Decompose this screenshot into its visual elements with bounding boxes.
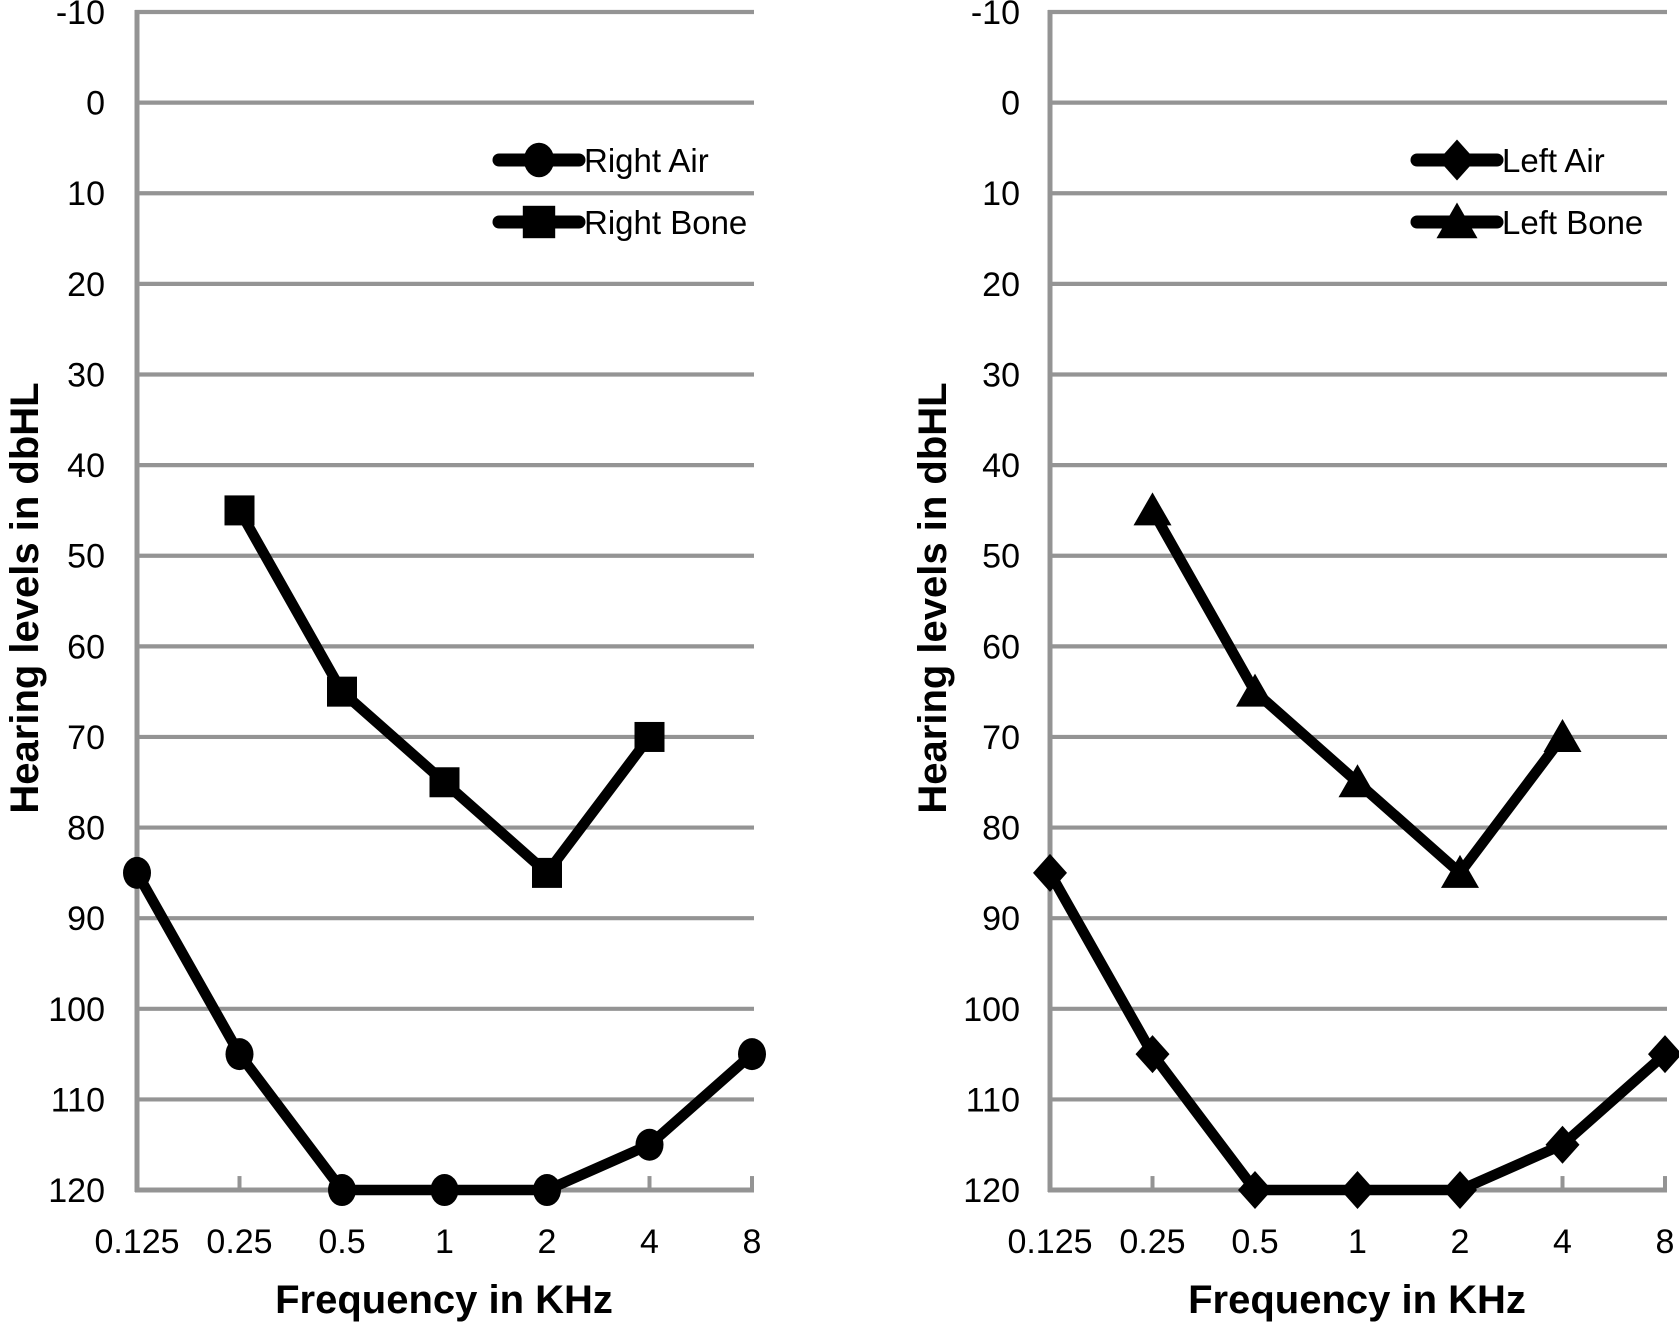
y-tick-label-10: 10: [982, 175, 1020, 214]
tick-labels-layer: [48, 0, 1674, 1261]
y-tick-label-120: 120: [48, 1172, 105, 1211]
y-tick-label-80: 80: [982, 809, 1020, 848]
y-tick-label-40: 40: [67, 447, 105, 486]
marker-right-air: [226, 1038, 254, 1070]
y-tick-label-70: 70: [982, 718, 1020, 757]
x-tick-label-0.5: 0.5: [1231, 1223, 1279, 1261]
series-line-right-bone: [240, 510, 650, 872]
marker-left-air: [1443, 1171, 1477, 1209]
y-tick-label-100: 100: [963, 990, 1020, 1029]
marker-right-bone: [635, 722, 665, 752]
marker-left-bone: [1134, 492, 1172, 525]
y-tick-label-60: 60: [982, 628, 1020, 667]
y-tick-label-50: 50: [67, 537, 105, 576]
y-tick-label-110: 110: [965, 1081, 1020, 1120]
x-tick-label-1: 1: [435, 1223, 454, 1261]
legend-marker-right-bone: [523, 206, 555, 238]
x-tick-label-4: 4: [640, 1223, 659, 1261]
series-layer: [123, 492, 1679, 1209]
legend-label-right-bone: Right Bone: [584, 204, 748, 241]
legend-marker-right-air: [524, 143, 554, 178]
y-tick-label--10: -10: [970, 0, 1020, 32]
legend-label-left-bone: Left Bone: [1502, 204, 1644, 241]
gridlines-layer: [135, 12, 1667, 1190]
y-tick-label-30: 30: [67, 356, 105, 395]
marker-right-bone: [430, 767, 460, 797]
x-tick-label-8: 8: [742, 1223, 762, 1261]
legend-label-right-air: Right Air: [584, 142, 709, 179]
y-tick-label-110: 110: [50, 1081, 105, 1120]
y-tick-label-60: 60: [67, 628, 105, 667]
y-tick-label-90: 90: [982, 900, 1020, 939]
x-tick-label-8: 8: [1655, 1223, 1675, 1261]
x-tick-label-0.5: 0.5: [318, 1223, 366, 1261]
y-tick-label-80: 80: [67, 809, 105, 848]
y-tick-label-0: 0: [86, 84, 105, 123]
x-axis-title-left-ear: Frequency in KHz: [1188, 1278, 1526, 1322]
x-tick-label-2: 2: [537, 1223, 557, 1261]
y-tick-label-20: 20: [67, 265, 105, 304]
y-tick-label-20: 20: [982, 265, 1020, 304]
x-tick-label-1: 1: [1348, 1223, 1367, 1261]
series-line-left-bone: [1153, 510, 1563, 872]
y-axis-title-right-ear: Hearing levels in dbHL: [3, 382, 47, 814]
marker-right-air: [636, 1129, 664, 1161]
marker-right-air: [123, 857, 151, 889]
x-tick-label-0.125: 0.125: [1007, 1223, 1093, 1261]
marker-left-air: [1341, 1171, 1375, 1209]
marker-right-bone: [532, 858, 562, 888]
x-tick-label-0.125: 0.125: [94, 1223, 180, 1261]
y-tick-label-0: 0: [1001, 84, 1020, 123]
marker-right-air: [738, 1038, 766, 1070]
y-tick-label-40: 40: [982, 447, 1020, 486]
x-tick-label-2: 2: [1450, 1223, 1470, 1261]
x-axis-title-right-ear: Frequency in KHz: [275, 1278, 613, 1322]
marker-right-air: [431, 1174, 459, 1206]
marker-right-bone: [225, 495, 255, 525]
x-tick-label-4: 4: [1553, 1223, 1572, 1261]
y-tick-label--10: -10: [55, 0, 105, 32]
y-tick-label-30: 30: [982, 356, 1020, 395]
y-tick-label-50: 50: [982, 537, 1020, 576]
x-tick-label-0.25: 0.25: [206, 1223, 273, 1261]
y-tick-label-10: 10: [67, 175, 105, 214]
legend-marker-left-air: [1439, 139, 1476, 180]
marker-right-air: [328, 1174, 356, 1206]
y-tick-label-120: 120: [963, 1172, 1020, 1211]
y-tick-label-70: 70: [67, 718, 105, 757]
y-tick-label-100: 100: [48, 990, 105, 1029]
y-tick-label-90: 90: [67, 900, 105, 939]
x-tick-label-0.25: 0.25: [1119, 1223, 1186, 1261]
y-axis-title-left-ear: Hearing levels in dbHL: [911, 382, 955, 814]
marker-right-bone: [327, 677, 357, 707]
axes-layer: [135, 10, 1667, 1192]
marker-right-air: [533, 1174, 561, 1206]
legend-label-left-air: Left Air: [1502, 142, 1605, 179]
